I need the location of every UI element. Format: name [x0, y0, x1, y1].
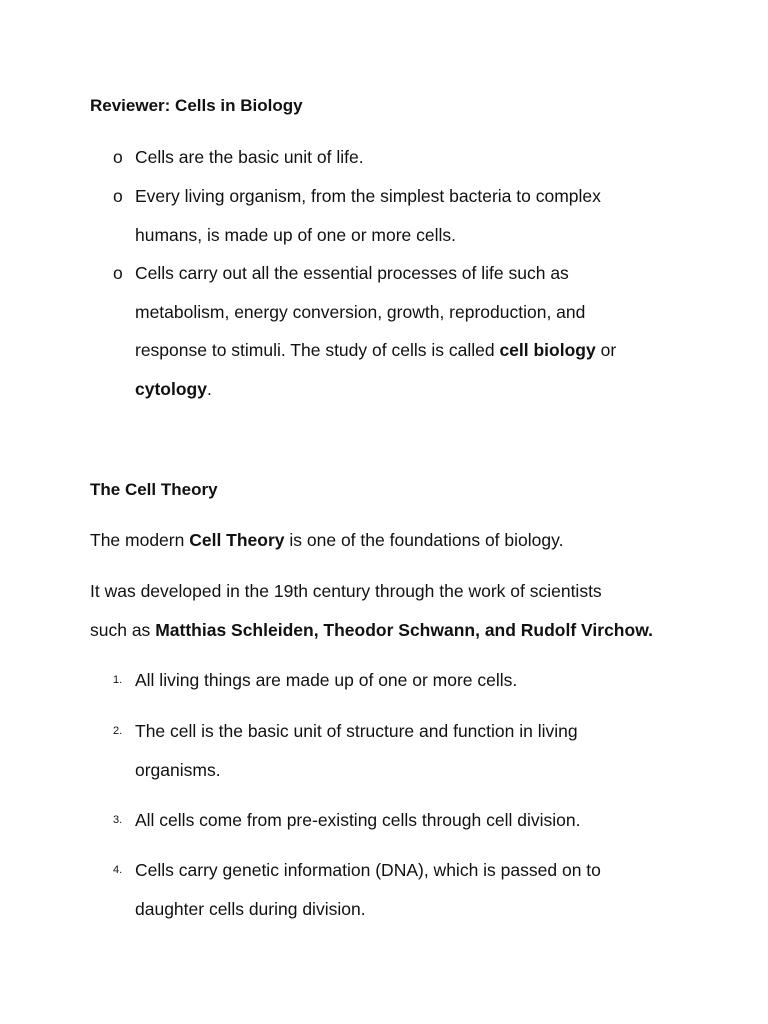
number-marker: 4. — [113, 864, 123, 876]
numbered-item — [113, 801, 695, 840]
bullet-text-line: humans, is made up of one or more cells. — [135, 224, 456, 245]
bullet-text-line: Cells carry out all the essential processes of life such as — [135, 263, 569, 283]
history-text-line: such as — [90, 619, 156, 640]
bullet-text-period: . — [206, 378, 212, 399]
bullet-text-line: metabolism, energy conversion, growth, reproduction, and — [135, 301, 586, 322]
intro-text: The modern — [90, 530, 190, 550]
numbered-text: All cells come from pre-existing cells through cell division. — [135, 810, 581, 830]
history-paragraph — [90, 572, 690, 649]
bullet-item — [113, 177, 695, 254]
term-cell-theory: Cell Theory — [189, 530, 285, 550]
bullet-text-line: or — [595, 340, 617, 360]
numbered-item — [113, 851, 695, 928]
bullet-marker: o — [113, 186, 123, 206]
numbered-text-line: organisms. — [135, 759, 221, 780]
bullet-marker: o — [113, 263, 123, 283]
number-marker: 1. — [113, 674, 123, 686]
bullet-text-line: response to stimuli. The study of cells is called — [135, 340, 500, 360]
history-text-line: It was developed in the 19th century through the work of scientists — [90, 581, 602, 601]
bullet-item — [113, 138, 695, 177]
numbered-text-line: daughter cells during division. — [135, 898, 366, 919]
bullet-item — [113, 254, 695, 408]
intro-paragraph — [90, 521, 690, 560]
number-marker: 3. — [113, 814, 123, 826]
numbered-text-line: The cell is the basic unit of structure and function in living — [135, 721, 578, 741]
scientist-names: Matthias Schleiden, Theodor Schwann, and Rudolf Virchow. — [155, 619, 654, 640]
numbered-text-line: Cells carry genetic information (DNA), which is passed on to — [135, 860, 601, 880]
cell-theory-title: The Cell Theory — [90, 480, 218, 499]
intro-text: is one of the foundations of biology. — [284, 530, 564, 550]
bullet-marker: o — [113, 147, 123, 167]
term-cell-biology: cell biology — [499, 340, 596, 360]
bullet-text: Cells are the basic unit of life. — [135, 147, 364, 167]
reviewer-title: Reviewer: Cells in Biology — [90, 96, 303, 115]
number-marker: 2. — [113, 725, 123, 737]
numbered-text: All living things are made up of one or more cells. — [135, 670, 518, 690]
bullet-text-line: Every living organism, from the simplest bacteria to complex — [135, 186, 601, 206]
numbered-item — [113, 661, 695, 700]
numbered-item — [113, 712, 695, 789]
term-cytology: cytology — [135, 378, 207, 399]
